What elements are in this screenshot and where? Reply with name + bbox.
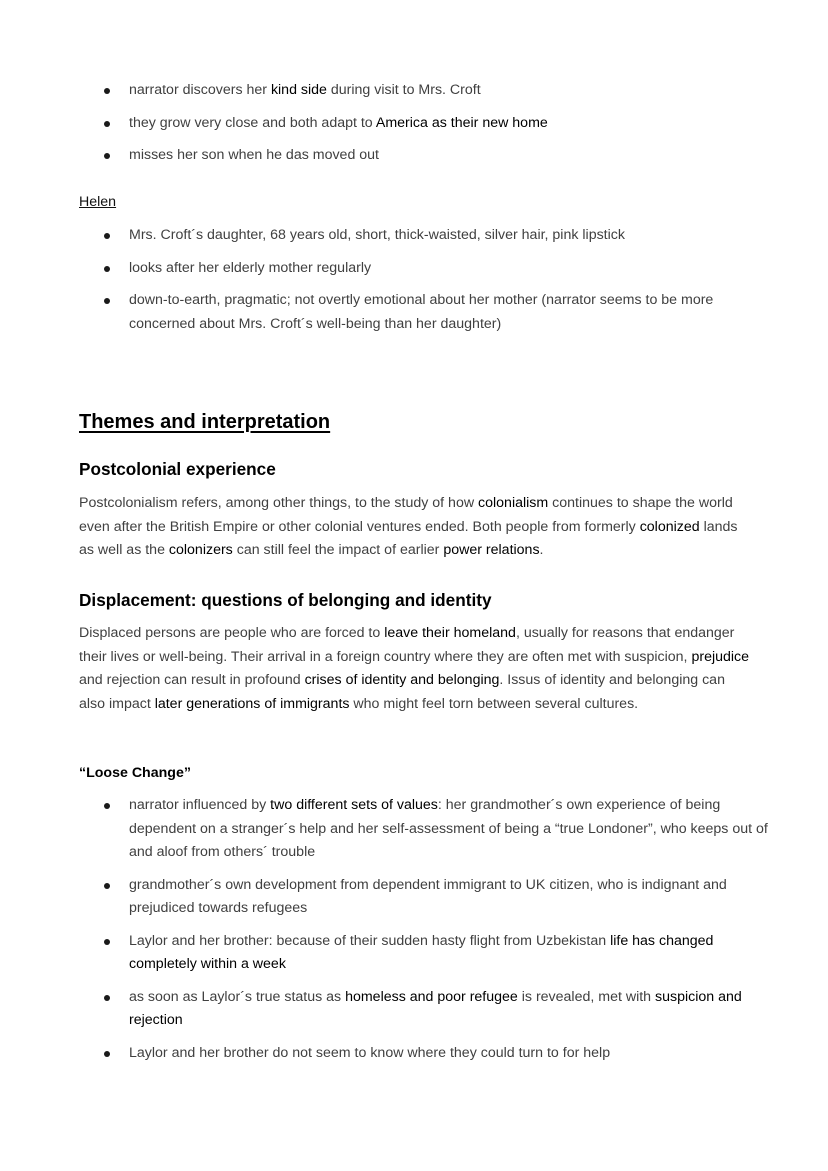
paragraph-emphasis: colonialism [478,495,549,511]
bullet-dot [104,121,110,127]
bullet-dot [104,233,110,239]
bullet-dot [104,298,110,304]
list-item [0,144,828,168]
bullet-text: during visit to Mrs. Croft [326,82,481,98]
paragraph-text: Displaced persons are people who are forced to [79,625,385,641]
bullet-emphasis: kind side [270,82,327,98]
list-item [0,289,828,336]
bullet-text: as soon as Laylor´s true status as [129,988,346,1005]
paragraph-text: . Issus of identity and belonging can also impact [79,672,725,712]
list-item [0,794,828,865]
paragraph-text: Postcolonialism refers, among other things, to the study of how [79,495,479,511]
list-item [0,79,828,103]
list-item [0,930,828,977]
loose-change-bullet-list [0,794,828,1074]
list-item [0,874,828,921]
bullet-text: narrator influenced by [129,797,271,813]
paragraph-emphasis: leave their homeland [384,625,516,641]
helen-label: Helen [79,194,117,210]
paragraph-text: . [539,542,544,558]
paragraph-emphasis: later generations of immigrants [154,695,350,712]
bullet-text: narrator discovers her [129,82,271,98]
intro-bullet-list [0,79,828,177]
list-item [0,112,828,136]
bullet-text: they grow very close and both adapt to [129,114,376,131]
bullet-text: down-to-earth, pragmatic; not overtly emotional about her mother (narrator seems to be more concerned about Mrs. Croft´s well-being than her daughter) [129,292,714,332]
bullet-text: grandmother´s own development from dependent immigrant to UK citizen, who is indignant and prejudiced towards refugees [129,876,727,916]
bullet-emphasis: two different sets of values [270,797,438,813]
bullet-dot [104,88,110,94]
bullet-dot [104,883,110,889]
list-item [0,986,828,1033]
paragraph-emphasis: power relations [443,542,540,558]
paragraph-emphasis: colonized [639,518,700,535]
paragraph-emphasis: crises of identity and belonging [304,672,500,688]
subsection-heading-postcolonial: Postcolonial experience [79,459,276,479]
bullet-emphasis: America as their new home [375,114,548,131]
bullet-text: is revealed, met with [517,988,656,1005]
bullet-dot [104,153,110,159]
paragraph-text: lands as well as the [79,518,738,558]
bullet-dot [104,1051,110,1057]
subheading-loose-change: “Loose Change” [79,765,191,781]
section-title-themes: Themes and interpretation [79,411,331,433]
paragraph-text: can still feel the impact of earlier [232,542,444,558]
bullet-emphasis: homeless and poor refugee [345,988,518,1005]
bullet-text: Mrs. Croft´s daughter, 68 years old, short, thick-waisted, silver hair, pink lipstick [129,227,625,243]
bullet-text: : her grandmother´s own experience of being dependent on a stranger´s help and her self-assessment of being a “true Londoner”, who keeps out of and aloof from others´ trouble [129,797,768,860]
bullet-emphasis: life has changed completely within a week [129,932,714,972]
bullet-dot [104,995,110,1001]
bullet-dot [104,266,110,272]
list-item [0,224,828,248]
paragraph-text: continues to shape the world even after the British Empire or other colonial ventures ended. Both people from formerly [79,495,733,535]
paragraph-text: and rejection can result in profound [79,672,305,688]
list-item [0,1042,828,1066]
subsection-heading-displacement: Displacement: questions of belonging and identity [79,590,492,610]
paragraph-postcolonial [79,492,751,563]
paragraph-displacement [79,622,751,716]
bullet-text: looks after her elderly mother regularly [129,259,372,276]
bullet-text: misses her son when he das moved out [129,147,379,163]
bullet-dot [104,939,110,945]
bullet-emphasis: suspicion and rejection [129,988,742,1028]
list-item [0,257,828,281]
bullet-text: Laylor and her brother do not seem to know where they could turn to for help [129,1044,611,1061]
paragraph-text: who might feel torn between several cultures. [349,695,639,712]
bullet-dot [104,803,110,809]
paragraph-emphasis: colonizers [168,542,233,558]
paragraph-emphasis: prejudice [691,648,750,665]
paragraph-text: , usually for reasons that endanger their lives or well-being. Their arrival in a foreign country where they are often met with suspicion, [79,625,735,665]
helen-bullet-list [0,224,828,345]
bullet-text: Laylor and her brother: because of their sudden hasty flight from Uzbekistan [129,932,611,949]
